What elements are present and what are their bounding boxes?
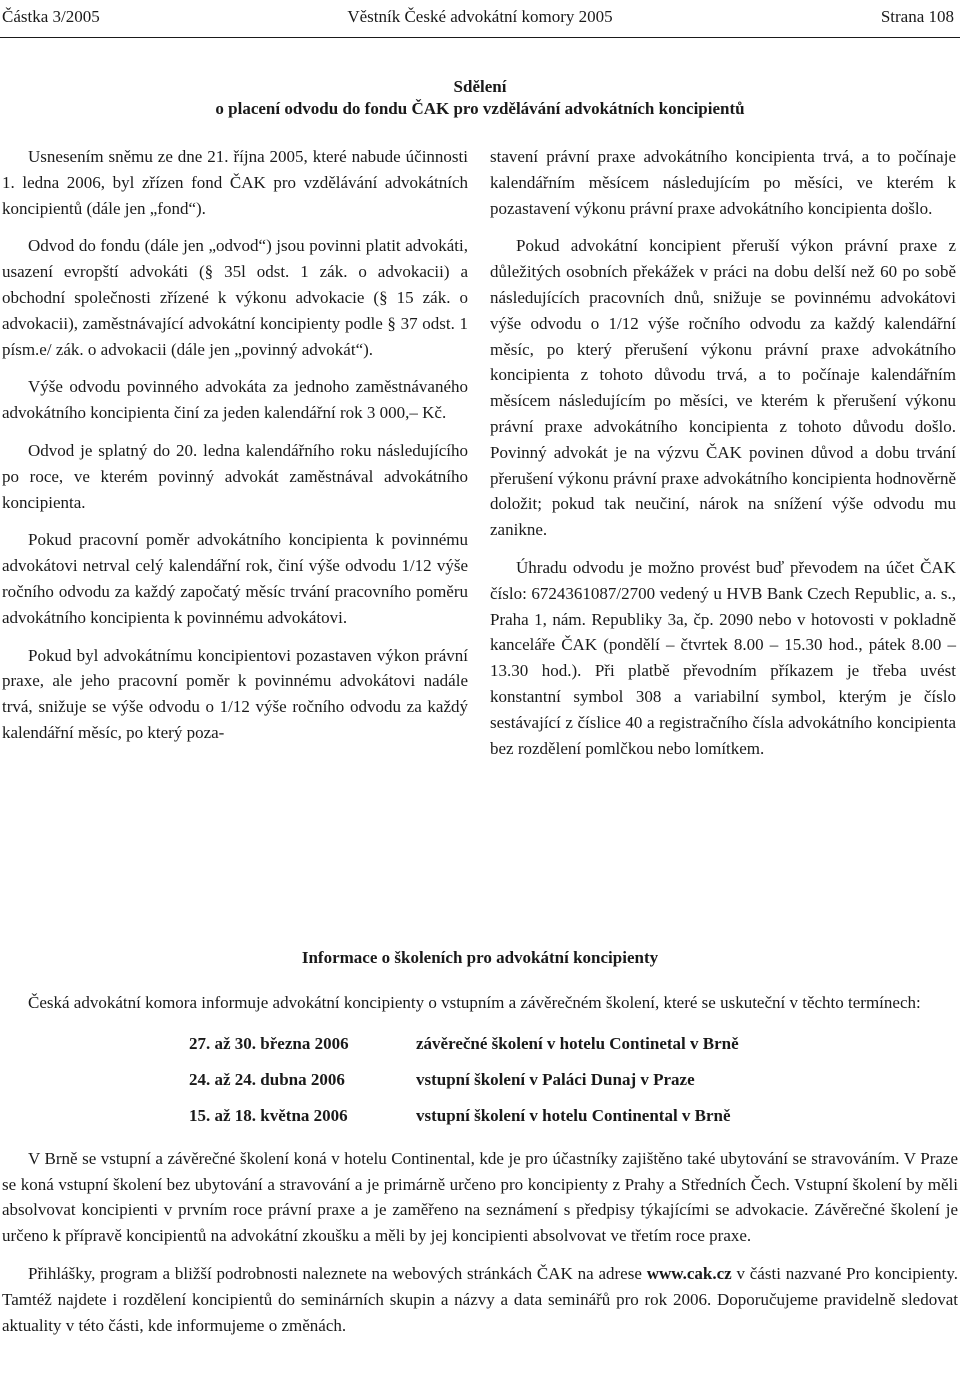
schedule-date: 24. až 24. dubna 2006 bbox=[189, 1069, 345, 1089]
website-link[interactable]: www.cak.cz bbox=[646, 1263, 732, 1283]
notice-paragraph: Odvod do fondu (dále jen „odvod“) jsou povinni platit advokáti, usazení evropští advokáti (§ 35l odst. 1 zák. o advokacii) a obchodní společnosti zřízené k výkonu advokacie (§ 15 zák. o advokacii), zaměstnávající advokátní koncipienty podle § 37 odst. 1 písm.e/ zák. o advokacii (dále jen „povinný advokát“). bbox=[2, 236, 468, 359]
page-header bbox=[0, 5, 960, 29]
training-paragraph: V Brně se vstupní a závěrečné školení koná v hotelu Continental, kde je pro účastníky zajištěno také ubytování se stravováním. V Praze se koná vstupní školení bez ubytování a stravování a je primárně určeno pro koncipienty z Prahy a Středních Čech. Vstupní školení by měli absolvovat koncipienti v prvním roce právní praxe a je zaměřeno na seznámení s předpisy týkajícími se advokacie. Závěrečné školení je určeno k přípravě koncipientů na advokátní zkoušku a měli by jej koncipienti absolvovat ve třetím roce praxe. bbox=[2, 1148, 958, 1246]
schedule-date: 27. až 30. března 2006 bbox=[189, 1033, 349, 1053]
schedule-description: vstupní školení v Paláci Dunaj v Praze bbox=[416, 1069, 695, 1089]
notice-paragraph: Výše odvodu povinného advokáta za jednoho zaměstnávaného advokátního koncipienta činí za jeden kalendářní rok 3 000,– Kč. bbox=[2, 377, 468, 423]
notice-paragraph: Pokud byl advokátnímu koncipientovi pozastaven výkon právní praxe, ale jeho pracovní poměr k povinnému advokátovi nadále trvá, snižuje se výše odvodu o 1/12 výše ročního odvodu za každý kalendářní měsíc, po který poza- bbox=[2, 645, 468, 742]
schedule-row bbox=[2, 1062, 958, 1098]
signup-text-before: Přihlášky, program a bližší podrobnosti naleznete na webových stránkách ČAK na adrese bbox=[28, 1263, 647, 1283]
notice-paragraph: Úhradu odvodu je možno provést buď převodem na účet ČAK číslo: 6724361087/2700 vedený u HVB Bank Czech Republic, a. s., Praha 1, nám. Republiky 3a, čp. 2090 nebo v hotovosti v pokladně kanceláře ČAK (pondělí – čtvrtek 8.00 – 15.30 hod., pátek 8.00 – 13.30 hod.). Při platbě převodním příkazem je třeba uvést konstantní symbol 308 a variabilní symbol, kterým je číslo sestávající z číslice 40 a registračního čísla advokátního koncipienta bez rozdělení pomlčkou nebo lomítkem. bbox=[490, 557, 956, 758]
notice-title-line1: Sdělení bbox=[453, 77, 507, 96]
schedule-description: závěrečné školení v hotelu Continetal v Brně bbox=[416, 1033, 739, 1053]
training-title: Informace o školeních pro advokátní koncipienty bbox=[301, 948, 659, 967]
notice-paragraph: Pokud advokátní koncipient přeruší výkon právní praxe z důležitých osobních překážek v práci na dobu delší než 60 po sobě následujících pracovních dnů, snižuje se povinnému advokátovi výše odvodu o 1/12 výše ročního odvodu za každý kalendářní měsíc, po který přerušení výkonu právní praxe advokátního koncipienta z tohoto důvodu trvá, a to počínaje kalendářním měsícem následujícím po měsíci, ve kterém k přerušení výkonu právní praxe advokátního koncipienta z tohoto důvodu došlo. Povinný advokát je na výzvu ČAK povinen důvod a dobu trvání přerušení výkonu právní praxe advokátního koncipienta hodnověrně doložit; pokud tak neučiní, nárok na snížení výše odvodu mu zanikne. bbox=[490, 236, 956, 540]
notice-paragraph: Odvod je splatný do 20. ledna kalendářního roku následujícího po roce, ve kterém povinný advokát zaměstnával advokátního koncipienta. bbox=[2, 440, 468, 512]
training-intro: Česká advokátní komora informuje advokátní koncipienty o vstupním a závěrečném školení, které se uskuteční v těchto termínech: bbox=[28, 993, 921, 1012]
schedule-description: vstupní školení v hotelu Continental v Brně bbox=[416, 1105, 731, 1125]
schedule-row bbox=[2, 1098, 958, 1134]
notice-paragraph: Usnesením sněmu ze dne 21. října 2005, které nabude účinnosti 1. ledna 2006, byl zřízen fond ČAK pro vzdělávání advokátních koncipientů (dále jen „fond“). bbox=[2, 147, 468, 218]
schedule-row bbox=[2, 1026, 958, 1062]
signup-text-after: v části nazvané Pro koncipienty. Tamtéž najdete i rozdělení koncipientů do seminárních skupin a názvy a data seminářů pro rok 2006. Doporučujeme pravidelně sledovat aktuality v této části, kde informujeme o změnách. bbox=[2, 1263, 959, 1335]
notice-paragraph: Pokud pracovní poměr advokátního koncipienta k povinnému advokátovi netrval celý kalendářní rok, činí výše odvodu 1/12 výše ročního odvodu za každý započatý měsíc trvání pracovního poměru advokátního koncipienta k povinnému advokátovi. bbox=[2, 530, 468, 627]
schedule-date: 15. až 18. května 2006 bbox=[189, 1105, 348, 1125]
training-section bbox=[2, 946, 958, 1338]
training-paragraph-signup bbox=[2, 1261, 958, 1338]
notice-title-line2: o placení odvodu do fondu ČAK pro vzdělávání advokátních koncipientů bbox=[215, 99, 745, 118]
header-rule bbox=[0, 37, 960, 38]
notice-right-column bbox=[490, 144, 956, 773]
notice-left-column bbox=[2, 144, 468, 758]
notice-title bbox=[0, 76, 960, 120]
page-number: Strana 108 bbox=[880, 7, 954, 26]
training-schedule bbox=[2, 1026, 958, 1134]
notice-paragraph: stavení právní praxe advokátního koncipienta trvá, a to počínaje kalendářním měsícem následujícím po měsíci, ve kterém k pozastavení výkonu právní praxe advokátního koncipienta došlo. bbox=[490, 147, 956, 218]
journal-title: Věstník České advokátní komory 2005 bbox=[347, 7, 613, 26]
issue-number: Částka 3/2005 bbox=[2, 7, 100, 26]
